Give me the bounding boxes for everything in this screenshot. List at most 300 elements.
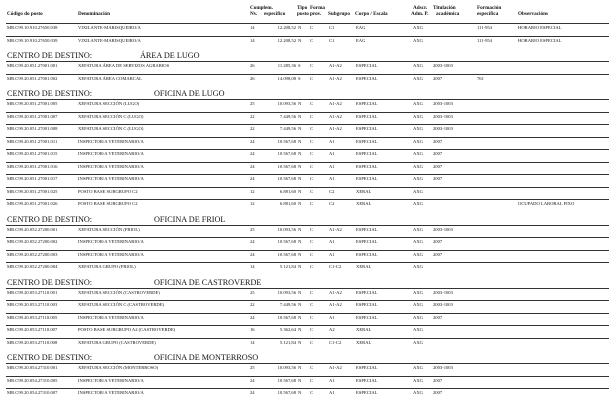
header-tipo: Tipo [297, 5, 308, 11]
cell-code: MR.C99.20.053.27110.003 [7, 302, 58, 307]
table-row [0, 163, 614, 171]
table-row [0, 188, 614, 196]
cell-complemento: 11.285,36 [277, 63, 296, 68]
cell-adscripcion: AXG [413, 151, 423, 156]
cell-subgrupo: A1-A2 [329, 289, 342, 295]
cell-adscripcion: AXG [413, 188, 423, 194]
cell-code: MR.C99.10.910.27650.039 [7, 37, 58, 43]
cell-forma: C [310, 176, 314, 181]
cell-subgrupo: C1 [329, 37, 335, 43]
table-row [0, 251, 614, 259]
cell-adscripcion: AXG [413, 302, 423, 307]
cell-nivel: 26 [250, 75, 255, 81]
cell-tipo: S [298, 75, 301, 81]
cell-corpo: ESPECIAL [356, 63, 378, 68]
cell-corpo: ESPECIAL [356, 302, 378, 307]
cell-code: MR.C99.20.051.27001.005 [7, 101, 58, 106]
cell-subgrupo: A1 [329, 390, 335, 395]
cell-nivel: 14 [250, 339, 255, 345]
cell-complemento: 5.121,84 [279, 264, 296, 269]
cell-forma: C [310, 251, 314, 257]
cell-adscripcion: AXG [413, 25, 423, 30]
cell-adscripcion: AXG [413, 377, 423, 383]
section-heading [0, 214, 614, 225]
cell-corpo: ESPECIAL [356, 251, 378, 257]
cell-nivel: 24 [250, 239, 255, 244]
cell-corpo: XERAL [356, 327, 372, 332]
cell-nivel: 24 [250, 390, 255, 395]
cell-tipo: N [298, 377, 302, 383]
cell-complemento: 10.567,68 [277, 377, 296, 383]
cell-corpo: ESPECIAL [356, 163, 378, 169]
cell-adscripcion: AXG [413, 37, 423, 43]
table-row [0, 301, 614, 309]
cell-forma: C [310, 126, 314, 131]
cell-nivel: 24 [250, 176, 255, 181]
section-prefix: CENTRO DE DESTINO: [7, 214, 93, 224]
cell-denominacion: XEFATURA ÁREA COMARCAL [78, 75, 142, 81]
cell-complemento: 10.567,68 [277, 176, 296, 181]
cell-complemento: 10.093,56 [277, 289, 296, 295]
header-posto: posto [297, 11, 309, 17]
table-row [0, 364, 614, 372]
cell-titulacion: 2007 [433, 151, 443, 156]
cell-code: MR.C99.20.051.27001.026 [7, 201, 58, 206]
table-row [0, 326, 614, 334]
cell-titulacion: 2007 [433, 251, 443, 257]
section-prefix: CENTRO DE DESTINO: [7, 89, 93, 98]
cell-denominacion: XEFATURA SECCIÓN C (LUGO) [78, 113, 144, 119]
cell-code: MR.C99.20.054.27310.007 [7, 390, 58, 395]
cell-titulacion: 2007 [433, 377, 443, 383]
cell-code: MR.C99.20.051.27001.007 [7, 113, 58, 119]
cell-tipo: N [298, 314, 302, 320]
cell-corpo: ESPECIAL [356, 138, 378, 144]
cell-denominacion: POSTO BASE SUBGRUPO C2 [78, 201, 138, 206]
cell-code: MR.C99.20.053.27110.007 [7, 327, 58, 332]
cell-nivel: 24 [250, 163, 255, 169]
cell-forma: C [310, 163, 314, 169]
cell-subgrupo: A1 [329, 377, 335, 383]
cell-code: MR.C99.20.051.27001.016 [7, 163, 58, 169]
cell-code: MR.C99.20.051.27001.002 [7, 75, 58, 81]
cell-denominacion: XEFATURA SECCIÓN (MONTERROSO) [78, 365, 159, 370]
cell-corpo: ESPECIAL [356, 390, 378, 395]
cell-code: MR.C99.20.051.27001.017 [7, 176, 58, 181]
cell-denominacion: XEFATURA ÁREA DE SERVIZOS AGRARIOS [78, 63, 170, 68]
cell-complemento: 7.449,56 [279, 302, 296, 307]
cell-tipo: N [298, 101, 302, 106]
cell-forma: C [310, 264, 314, 269]
cell-titulacion: 2003-1003 [433, 101, 453, 106]
cell-subgrupo: A1 [329, 239, 335, 244]
section-name: OFICINA DE MONTERROSO [154, 353, 259, 362]
cell-denominacion: POSTO BASE SUBGRUPO C2 [78, 188, 138, 194]
cell-adscripcion: AXG [413, 63, 423, 68]
header-formacion: Formación [477, 5, 502, 11]
table-row [0, 138, 614, 146]
cell-adscripcion: AXG [413, 365, 423, 370]
cell-adscripcion: AXG [413, 289, 423, 295]
cell-subgrupo: A2 [329, 327, 335, 332]
cell-corpo: EAG [356, 25, 366, 30]
cell-subgrupo: A1-A2 [329, 101, 342, 106]
cell-complemento: 6.881,60 [279, 201, 296, 206]
cell-forma: C [310, 201, 314, 206]
cell-forma: C [310, 327, 314, 332]
table-row [0, 113, 614, 121]
cell-tipo: N [298, 113, 302, 119]
header-academica: académica [436, 11, 460, 17]
cell-complemento: 10.567,68 [277, 163, 296, 169]
cell-adscripcion: AXG [413, 226, 423, 232]
cell-complemento: 10.567,68 [277, 138, 296, 144]
section-prefix: CENTRO DE DESTINO: [7, 353, 93, 362]
cell-denominacion: INSPECTOR/A VETERINARIO/A [78, 377, 144, 383]
section-prefix: CENTRO DE DESTINO: [7, 51, 93, 60]
cell-titulacion: 2007 [433, 314, 443, 320]
table-row [0, 150, 614, 158]
cell-corpo: ESPECIAL [356, 126, 378, 131]
cell-subgrupo: A1-A2 [329, 365, 342, 370]
table-row [0, 238, 614, 246]
table-row [0, 389, 614, 397]
cell-adscripcion: AXG [413, 176, 423, 181]
cell-tipo: N [298, 25, 302, 30]
cell-titulacion: 2003-1003 [433, 126, 453, 131]
cell-code: MR.C99.20.051.27001.011 [7, 138, 58, 144]
table-row [0, 62, 614, 70]
cell-tipo: N [298, 37, 302, 43]
cell-denominacion: POSTO BASE SUBGRUPO A2 (CASTROVERDE) [78, 327, 176, 332]
cell-adscripcion: AXG [413, 138, 423, 144]
cell-titulacion: 2003-1003 [433, 226, 453, 232]
cell-forma: C [310, 138, 314, 144]
cell-complemento: 5.121,84 [279, 339, 296, 345]
cell-subgrupo: A1-A2 [329, 75, 342, 81]
cell-subgrupo: A1 [329, 151, 335, 156]
cell-forma: C [310, 113, 314, 119]
section-prefix: CENTRO DE DESTINO: [7, 277, 93, 287]
cell-tipo: S [298, 63, 301, 68]
cell-subgrupo: C2 [329, 201, 335, 206]
cell-observacions: HORARIO ESPECIAL [518, 25, 562, 30]
cell-tipo: N [298, 289, 302, 295]
header-denominacion: Denominación [78, 11, 110, 17]
cell-corpo: ESPECIAL [356, 151, 378, 156]
cell-subgrupo: C1-C2 [329, 339, 342, 345]
table-row [0, 263, 614, 271]
cell-complemento: 12.208,52 [277, 25, 296, 30]
cell-subgrupo: C1 [329, 25, 335, 30]
cell-complemento: 10.093,56 [277, 226, 296, 232]
cell-forma: C [310, 239, 314, 244]
cell-titulacion: 2007 [433, 75, 443, 81]
cell-nivel: 16 [250, 327, 255, 332]
cell-tipo: N [298, 339, 302, 345]
header-forma: Forma [310, 5, 325, 11]
cell-tipo: N [298, 264, 302, 269]
cell-forma: C [310, 75, 314, 81]
cell-nivel: 12 [250, 201, 255, 206]
cell-corpo: XERAL [356, 201, 372, 206]
table-row [0, 37, 614, 45]
cell-code: MR.C99.20.051.27001.008 [7, 126, 58, 131]
cell-corpo: EAG [356, 37, 366, 43]
cell-forma: C [310, 302, 314, 307]
cell-code: MR.C99.20.053.27110.001 [7, 289, 58, 295]
cell-corpo: ESPECIAL [356, 176, 378, 181]
table-row [0, 24, 614, 32]
cell-titulacion: 2003-1003 [433, 63, 453, 68]
header-complem: Complem. [250, 5, 273, 11]
cell-denominacion: XEFATURA SECCIÓN (LUGO) [78, 101, 140, 106]
cell-titulacion: 2007 [433, 176, 443, 181]
table-row [0, 289, 614, 297]
cell-titulacion: 2003-1003 [433, 113, 453, 119]
cell-nivel: 25 [250, 226, 255, 232]
cell-corpo: ESPECIAL [356, 75, 378, 81]
cell-complemento: 10.093,56 [277, 101, 296, 106]
cell-denominacion: XEFATURA SECCIÓN (FRIOL) [78, 226, 140, 232]
cell-titulacion: 2007 [433, 163, 443, 169]
cell-nivel: 24 [250, 314, 255, 320]
cell-code: MR.C99.20.052.27200.002 [7, 239, 58, 244]
cell-nivel: 25 [250, 101, 255, 106]
cell-titulacion: 2007 [433, 138, 443, 144]
cell-nivel: 14 [250, 25, 255, 30]
cell-denominacion: INSPECTOR/A VETERINARIO/A [78, 314, 144, 320]
header-especifica: específica [477, 11, 499, 17]
table-row [0, 314, 614, 322]
header-adm: Adm. P. [411, 11, 429, 17]
cell-corpo: ESPECIAL [356, 226, 378, 232]
header-observacions: Observacións [518, 11, 548, 17]
cell-nivel: 26 [250, 63, 255, 68]
cell-forma: C [310, 289, 314, 295]
cell-formacion: 761 [477, 75, 484, 81]
cell-observacions: OCUPADO LABORAL FIXO [518, 201, 575, 206]
cell-tipo: N [298, 188, 302, 194]
cell-denominacion: XEFATURA SECCIÓN (CASTROVERDE) [78, 289, 160, 295]
cell-complemento: 10.567,68 [277, 239, 296, 244]
cell-denominacion: XEFATURA GRUPO (CASTROVERDE) [78, 339, 156, 345]
cell-nivel: 25 [250, 365, 255, 370]
section-heading [0, 277, 614, 288]
header-prov: prov. [310, 11, 322, 17]
cell-adscripcion: AXG [413, 113, 423, 119]
cell-tipo: N [298, 201, 302, 206]
cell-complemento: 12.208,52 [277, 37, 296, 43]
cell-tipo: N [298, 302, 302, 307]
cell-denominacion: INSPECTOR/A VETERINARIO/A [78, 251, 144, 257]
cell-tipo: N [298, 138, 302, 144]
cell-subgrupo: A1-A2 [329, 226, 342, 232]
cell-corpo: ESPECIAL [356, 289, 378, 295]
cell-nivel: 24 [250, 251, 255, 257]
cell-code: MR.C99.20.054.27310.005 [7, 377, 58, 383]
cell-code: MR.C99.20.051.27001.001 [7, 63, 58, 68]
cell-forma: C [310, 151, 314, 156]
cell-denominacion: VIXILANTE-MARISQUEIRO/A [78, 37, 141, 43]
cell-titulacion: 2003-1003 [433, 302, 453, 307]
section-name: OFICINA DE LUGO [154, 89, 225, 98]
cell-corpo: XERAL [356, 264, 372, 269]
header-code: Código do posto [7, 11, 43, 17]
section-name: OFICINA DE CASTROVERDE [154, 277, 262, 287]
section-heading [0, 50, 614, 61]
cell-complemento: 10.567,68 [277, 390, 296, 395]
cell-code: MR.C99.20.053.27110.008 [7, 339, 58, 345]
section-heading [0, 88, 614, 99]
cell-tipo: N [298, 239, 302, 244]
cell-tipo: N [298, 251, 302, 257]
cell-code: MR.C99.20.051.27001.015 [7, 151, 58, 156]
cell-adscripcion: AXG [413, 163, 423, 169]
cell-forma: C [310, 339, 314, 345]
header-nivel: Nv. [250, 11, 258, 17]
cell-subgrupo: C1-C2 [329, 264, 342, 269]
cell-forma: C [310, 188, 314, 194]
cell-forma: C [310, 226, 314, 232]
cell-corpo: ESPECIAL [356, 365, 378, 370]
cell-nivel: 24 [250, 138, 255, 144]
table-row [0, 200, 614, 208]
table-row [0, 377, 614, 385]
cell-formacion: 111-954 [477, 25, 492, 30]
cell-forma: C [310, 101, 314, 106]
header-titulacion: Titulación [433, 5, 456, 11]
cell-nivel: 14 [250, 264, 255, 269]
cell-subgrupo: A1-A2 [329, 126, 342, 131]
cell-complemento: 7.449,56 [279, 126, 296, 131]
cell-forma: C [310, 37, 314, 43]
cell-formacion: 111-954 [477, 37, 492, 43]
cell-denominacion: XEFATURA SECCIÓN C (LUGO) [78, 126, 144, 131]
cell-subgrupo: A1 [329, 314, 335, 320]
cell-denominacion: INSPECTOR/A VETERINARIO/A [78, 390, 144, 395]
cell-denominacion: INSPECTOR/A VETERINARIO/A [78, 176, 144, 181]
cell-titulacion: 2007 [433, 390, 443, 395]
cell-subgrupo: A1 [329, 251, 335, 257]
cell-corpo: XERAL [356, 188, 372, 194]
header-corpo: Corpo / Escala [355, 11, 388, 17]
cell-adscripcion: AXG [413, 239, 423, 244]
cell-nivel: 22 [250, 302, 255, 307]
cell-code: MR.C99.20.051.27001.025 [7, 188, 58, 194]
section-heading [0, 352, 614, 363]
cell-denominacion: XEFATURA SECCIÓN C (CASTROVERDE) [78, 302, 165, 307]
cell-observacions: HORARIO ESPECIAL [518, 37, 562, 43]
cell-forma: C [310, 377, 314, 383]
cell-corpo: ESPECIAL [356, 377, 378, 383]
cell-nivel: 14 [250, 37, 255, 43]
cell-code: MR.C99.20.054.27310.001 [7, 365, 58, 370]
cell-adscripcion: AXG [413, 126, 423, 131]
cell-code: MR.C99.20.052.27200.003 [7, 251, 58, 257]
cell-subgrupo: A1-A2 [329, 63, 342, 68]
cell-nivel: 24 [250, 377, 255, 383]
cell-corpo: ESPECIAL [356, 239, 378, 244]
cell-code: MR.C99.10.910.27650.038 [7, 25, 58, 30]
cell-tipo: N [298, 163, 302, 169]
cell-denominacion: INSPECTOR/A VETERINARIO/A [78, 151, 144, 156]
section-name: ÁREA DE LUGO [140, 51, 200, 60]
cell-adscripcion: AXG [413, 101, 423, 106]
header-adscr: Adscr. [413, 5, 428, 11]
cell-corpo: ESPECIAL [356, 113, 378, 119]
cell-complemento: 10.567,68 [277, 251, 296, 257]
cell-complemento: 14.098,08 [277, 75, 296, 81]
cell-forma: C [310, 390, 314, 395]
cell-forma: C [310, 314, 314, 320]
cell-titulacion: 2003-1003 [433, 289, 453, 295]
cell-tipo: N [298, 327, 302, 332]
cell-denominacion: INSPECTOR/A VETERINARIO/A [78, 163, 144, 169]
cell-subgrupo: A1-A2 [329, 302, 342, 307]
cell-complemento: 7.449,56 [279, 113, 296, 119]
cell-denominacion: VIXILANTE-MARISQUEIRO/A [78, 25, 141, 30]
cell-adscripcion: AXG [413, 75, 423, 81]
cell-complemento: 10.567,68 [277, 151, 296, 156]
table-row [0, 226, 614, 234]
cell-tipo: N [298, 126, 302, 131]
cell-code: MR.C99.20.052.27200.004 [7, 264, 58, 269]
cell-complemento: 10.567,68 [277, 314, 296, 320]
cell-titulacion: 2007 [433, 239, 443, 244]
header-especifico: específico [264, 11, 286, 17]
header-subgrupo: Subgrupo [328, 11, 350, 17]
table-row [0, 100, 614, 108]
cell-subgrupo: A1 [329, 176, 335, 181]
cell-adscripcion: AXG [413, 390, 423, 395]
cell-nivel: 22 [250, 126, 255, 131]
cell-adscripcion: AXG [413, 251, 423, 257]
cell-tipo: N [298, 151, 302, 156]
cell-complemento: 10.093,56 [277, 365, 296, 370]
cell-corpo: ESPECIAL [356, 314, 378, 320]
cell-forma: C [310, 25, 314, 30]
cell-corpo: XERAL [356, 339, 372, 345]
cell-nivel: 24 [250, 151, 255, 156]
cell-denominacion: INSPECTOR/A VETERINARIO/A [78, 239, 144, 244]
cell-nivel: 25 [250, 289, 255, 295]
cell-tipo: N [298, 176, 302, 181]
cell-corpo: ESPECIAL [356, 101, 378, 106]
cell-adscripcion: AXG [413, 327, 423, 332]
cell-tipo: N [298, 365, 302, 370]
table-row [0, 175, 614, 183]
cell-subgrupo: A1-A2 [329, 113, 342, 119]
cell-subgrupo: C2 [329, 188, 335, 194]
table-row [0, 75, 614, 83]
cell-complemento: 5.362,64 [279, 327, 296, 332]
cell-denominacion: INSPECTOR/A VETERINARIO/A [78, 138, 144, 144]
cell-code: MR.C99.20.052.27200.001 [7, 226, 58, 232]
cell-tipo: N [298, 226, 302, 232]
section-name: OFICINA DE FRIOL [154, 214, 226, 224]
cell-forma: C [310, 365, 314, 370]
cell-forma: C [310, 63, 314, 68]
cell-subgrupo: A1 [329, 138, 335, 144]
cell-nivel: 22 [250, 113, 255, 119]
cell-code: MR.C99.20.053.27110.005 [7, 314, 58, 320]
cell-nivel: 12 [250, 188, 255, 194]
cell-complemento: 6.881,60 [279, 188, 296, 194]
cell-adscripcion: AXG [413, 339, 423, 345]
cell-adscripcion: AXG [413, 314, 423, 320]
cell-titulacion: 2003-1003 [433, 365, 453, 370]
